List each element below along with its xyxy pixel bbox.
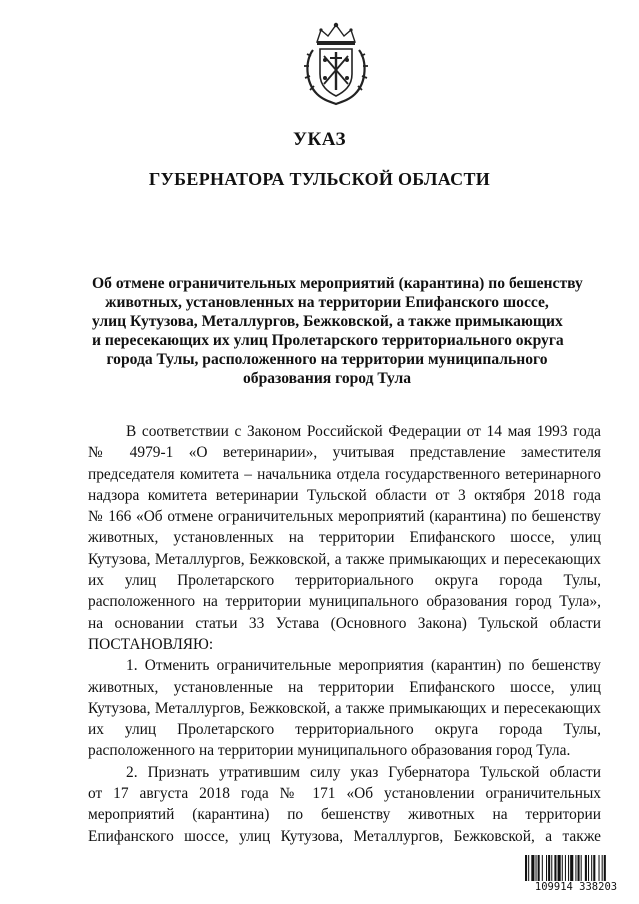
body-line: от 17 августа 2018 года № 171 «Об установлении ограничительных	[88, 785, 601, 803]
body-line: председателя комитета – начальника отдела государственного ветеринарного	[88, 465, 601, 483]
body-line: В соответствии с Законом Российской Федерации от 14 мая 1993 года	[126, 423, 601, 440]
body-line: Кутузова, Металлургов, Бежковской, а также примыкающих и пересекающих	[88, 699, 601, 717]
subject-line: животных, установленных на территории Епифанского шоссе,	[105, 294, 549, 312]
body-line: 1. Отменить ограничительные мероприятия (карантин) по бешенству	[126, 657, 601, 675]
body-line: животных, установленных на территории Епифанского шоссе, улиц	[88, 529, 601, 547]
body-line: 2. Признать утратившим силу указ Губернатора Тульской области	[126, 763, 601, 781]
body-line: расположенного на территории муниципального образования город Тула.	[88, 742, 571, 760]
body-line: расположенного на территории муниципального образования город Тула»,	[88, 593, 601, 611]
subject-line: и пересекающих их улиц Пролетарского территориального округа	[92, 332, 564, 350]
body-line: № 4979-1 «О ветеринарии», учитывая представление заместителя	[88, 444, 601, 462]
subject-line: города Тулы, расположенного на территории муниципального	[106, 351, 548, 369]
subject-line: образования город Тула	[242, 370, 412, 388]
document-type-title: УКАЗ	[293, 129, 346, 150]
body-line: мероприятий (карантина) по бешенству животных на территории	[88, 806, 601, 824]
subject-line: Об отмене ограничительных мероприятий (карантина) по бешенству	[92, 275, 583, 292]
decree-keyword: ПОСТАНОВЛЯЮ:	[88, 635, 214, 653]
document-subject	[92, 274, 583, 389]
body-line: животных, установленные на территории Епифанского шоссе, улиц	[88, 678, 601, 696]
document-body	[88, 421, 601, 847]
body-line: их улиц Пролетарского территориального округа города Тулы,	[88, 572, 601, 590]
body-line: № 166 «Об отмене ограничительных мероприятий (карантина) по бешенству	[88, 508, 601, 526]
barcode-number: 109914 338203	[524, 881, 628, 893]
body-line: их улиц Пролетарского территориального округа города Тулы,	[88, 721, 601, 739]
issuer-title: ГУБЕРНАТОРА ТУЛЬСКОЙ ОБЛАСТИ	[148, 169, 491, 189]
body-line: надзора комитета ветеринарии Тульской области от 3 октября 2018 года	[88, 486, 601, 504]
subject-line: улиц Кутузова, Металлургов, Бежковской, а также примыкающих	[92, 313, 563, 331]
body-line: Кутузова, Металлургов, Бежковской, а также примыкающих и пересекающих	[88, 550, 601, 568]
coat-of-arms-icon	[303, 20, 369, 106]
body-line: на основании статьи 33 Устава (Основного Закона) Тульской области	[88, 614, 601, 632]
body-line: Епифанского шоссе, улиц Кутузова, Металлургов, Бежковской, а также	[88, 827, 601, 845]
